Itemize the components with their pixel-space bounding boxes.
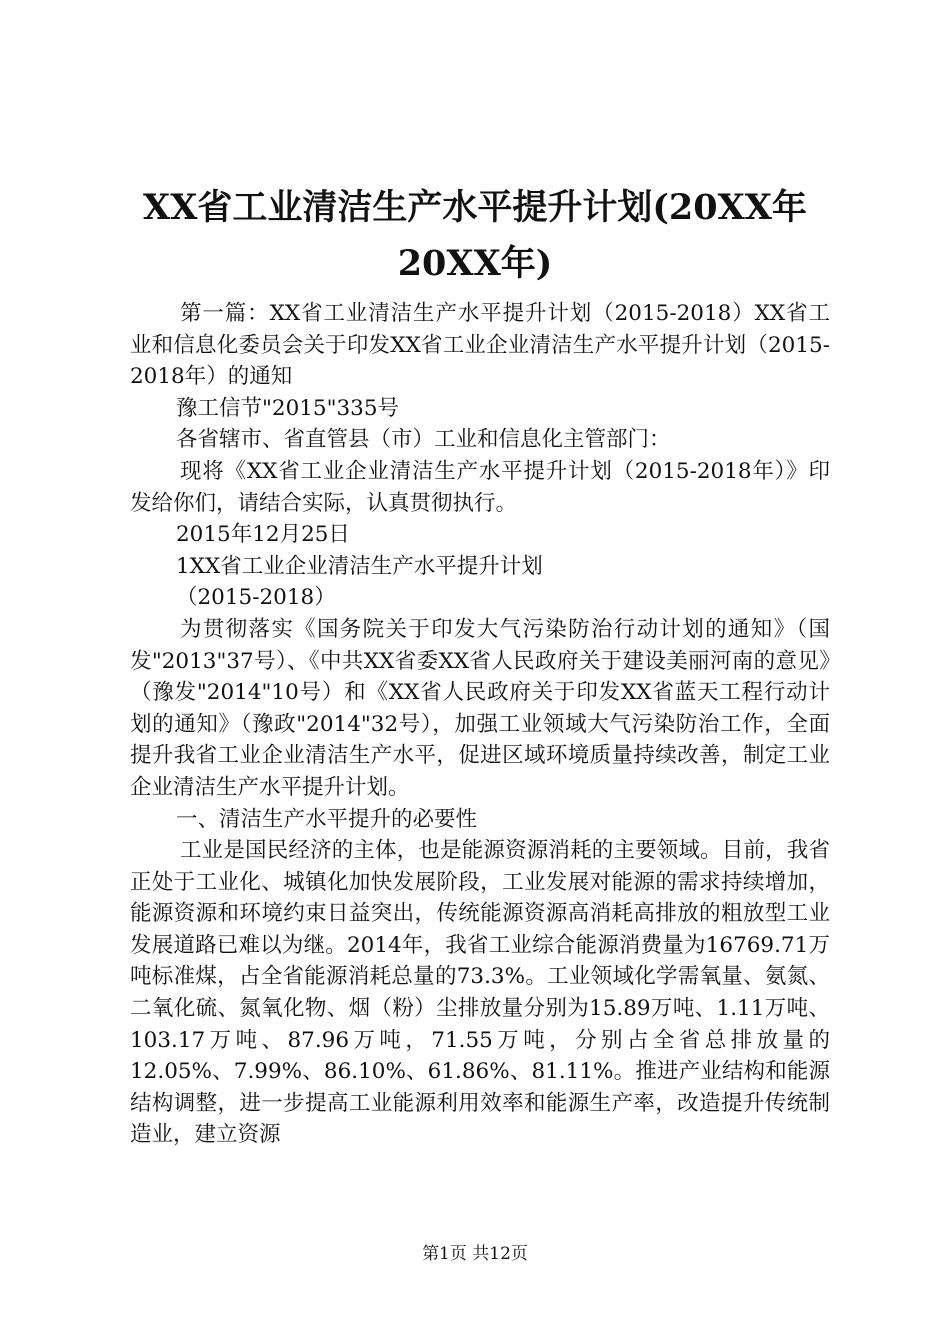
paragraph-plan-title: 1XX省工业企业清洁生产水平提升计划: [176, 553, 543, 579]
paragraph-purpose: 为贯彻落实《国务院关于印发大气污染防治行动计划的通知》（国发"2013"37号）、《中共XX省委XX省人民政府关于建设美丽河南的意见》（豫发"2014"10号）和《XX省人民政府关于印发XX省蓝天工程行动计划的通知》（豫政"2014"32号），加强工业领域大气污染防治工作，全面提升我省工业企业清洁生产水平，促进区域环境质量持续改善，制定工业企业清洁生产水平提升计划。: [130, 616, 830, 800]
page-footer: 第1页 共12页: [422, 1244, 528, 1264]
paragraph-intro: 第一篇：XX省工业清洁生产水平提升计划（2015-2018）XX省工业和信息化委员会关于印发XX省工业企业清洁生产水平提升计划（2015-2018年）的通知: [130, 301, 830, 390]
section-heading-necessity: 一、清洁生产水平提升的必要性: [176, 806, 478, 832]
paragraph-doc-number: 豫工信节"2015"335号: [176, 395, 400, 421]
paragraph-necessity: 工业是国民经济的主体，也是能源资源消耗的主要领域。目前，我省正处于工业化、城镇化加快发展阶段，工业发展对能源的需求持续增加，能源资源和环境约束日益突出，传统能源资源高消耗高排放的粗放型工业发展道路已难以为继。2014年，我省工业综合能源消费量为16769.71万吨标准煤，占全省能源消耗总量的73.3%。工业领域化学需氧量、氨氮、二氧化硫、氮氧化物、烟（粉）尘排放量分别为15.89万吨、1.11万吨、103.17万吨、87.96万吨，71.55万吨，分别占全省总排放量的12.05%、7.99%、86.10%、61.86%、81.11%。推进产业结构和能源结构调整，进一步提高工业能源利用效率和能源生产率，改造提升传统制造业，建立资源: [130, 838, 830, 1148]
document-title: XX省工业清洁生产水平提升计划(20XX年20XX年): [143, 187, 807, 284]
paragraph-date: 2015年12月25日: [176, 522, 350, 548]
paragraph-plan-years: （2015-2018）: [176, 585, 336, 611]
paragraph-addressee: 各省辖市、省直管县（市）工业和信息化主管部门：: [176, 427, 671, 453]
document-body: [130, 298, 830, 1151]
paragraph-notice: 现将《XX省工业企业清洁生产水平提升计划（2015-2018年）》印发给你们，请结合实际，认真贯彻执行。: [130, 458, 830, 516]
